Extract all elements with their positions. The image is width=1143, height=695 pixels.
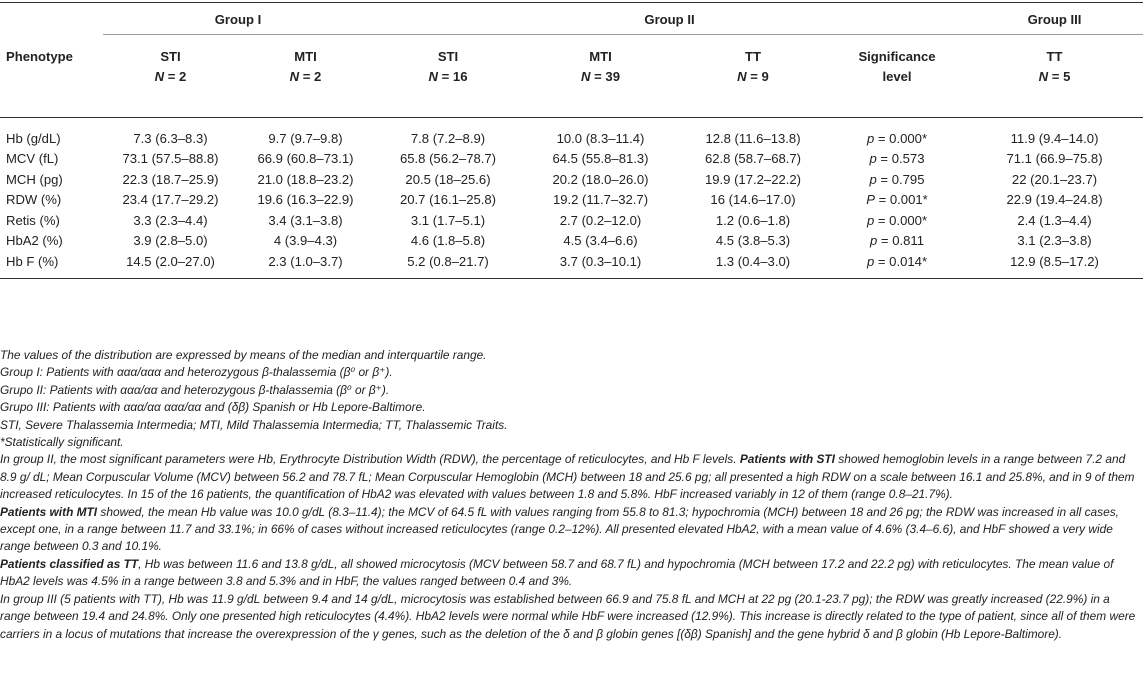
significance-cell: p = 0.000*: [866, 130, 928, 146]
table-row: [0, 231, 1143, 252]
significance-cell: p = 0.573: [869, 151, 925, 167]
group-header-row: [0, 4, 1143, 35]
value-cell: 4.6 (1.8–5.8): [410, 233, 486, 249]
value-cell: 66.9 (60.8–73.1): [257, 151, 354, 167]
row-phenotype-cell: RDW (%): [6, 192, 62, 208]
value-cell: 4.5 (3.4–6.6): [563, 233, 638, 249]
footnote: Group I: Patients with ααα/ααα and heterozygous β-thalassemia (β⁰ or β⁺).: [0, 365, 393, 380]
footnote: STI, Severe Thalassemia Intermedia; MTI, Mild Thalassemia Intermedia; TT, Thalassemic Traits.: [0, 417, 508, 432]
value-cell: 2.4 (1.3–4.4): [1017, 212, 1092, 228]
col-header-g1-sti: STI N = 2: [103, 35, 238, 118]
value-cell: 11.9 (9.4–14.0): [1010, 130, 1099, 146]
value-cell: 19.9 (17.2–22.2): [704, 171, 802, 187]
value-cell: 65.8 (56.2–78.7): [399, 151, 497, 167]
value-cell: 4 (3.9–4.3): [273, 233, 338, 249]
value-cell: 19.6 (16.3–22.9): [257, 192, 354, 208]
column-header-row: [0, 35, 1143, 118]
value-cell: 4.5 (3.8–5.3): [715, 233, 791, 249]
value-cell: 3.9 (2.8–5.0): [133, 233, 208, 249]
table-row: [0, 251, 1143, 278]
value-cell: 10.0 (8.3–11.4): [556, 130, 645, 146]
significance-cell: p = 0.014*: [828, 251, 966, 278]
significance-cell: p = 0.000*: [866, 212, 928, 228]
value-cell: 62.8 (58.7–68.7): [704, 151, 802, 167]
col-header-g2-mti: MTI N = 39: [523, 35, 678, 118]
value-cell: 7.8 (7.2–8.9): [410, 130, 486, 146]
value-cell: 16 (14.6–17.0): [710, 192, 796, 208]
value-cell: 12.8 (11.6–13.8): [705, 130, 801, 146]
paragraph-group-iii: In group III (5 patients with TT), Hb was 11.9 g/dL between 9.4 and 14 g/dL, microcytosis was established between 66.9 and 75.8 fL and MCH at 22 pg (20.1-23.7 pg); the RDW was greatly increased (22.9%) in a range between 19.4 and 24.8%. Only one presented high reticulocytes (4.4%). HbA2 levels were normal while HbF were increased (12.9%). This increase is directly related to the type of patient, since all of them were carriers in a locus of mutations that increase the overexpression of the γ genes, such as the deletion of the δ and β globin genes [(δβ) Spanish] and the gene hybrid δ and β globin (Hb Lepore-Baltimore).: [0, 591, 1136, 641]
value-cell: 22.9 (19.4–24.8): [1006, 192, 1103, 208]
value-cell: 19.2 (11.7–32.7): [552, 192, 649, 208]
value-cell: 21.0 (18.8–23.2): [257, 171, 354, 187]
value-cell: 3.4 (3.1–3.8): [268, 212, 343, 228]
value-cell: 7.3 (6.3–8.3): [133, 130, 208, 146]
value-cell: 5.2 (0.8–21.7): [373, 251, 523, 278]
value-cell: 14.5 (2.0–27.0): [103, 251, 238, 278]
value-cell: 23.4 (17.7–29.2): [122, 192, 219, 208]
col-header-g3-tt: TT N = 5: [966, 35, 1143, 118]
group-iii-header: Group III: [966, 4, 1143, 35]
table-row: [0, 149, 1143, 170]
table-row: [0, 169, 1143, 190]
row-phenotype-cell: Retis (%): [6, 212, 60, 228]
col-header-significance: Significance level: [828, 35, 966, 118]
table-row: [0, 210, 1143, 231]
significance-cell: p = 0.811: [870, 233, 925, 249]
footnote: *Statistically significant.: [0, 435, 124, 450]
value-cell: 2.3 (1.0–3.7): [238, 251, 373, 278]
row-phenotype-cell: Hb F (%): [0, 251, 103, 278]
value-cell: 20.5 (18–25.6): [405, 171, 491, 187]
value-cell: 20.2 (18.0–26.0): [552, 171, 649, 187]
value-cell: 3.7 (0.3–10.1): [523, 251, 678, 278]
top-rule: [0, 2, 1143, 3]
results-table: [0, 4, 1143, 279]
group-i-header: Group I: [103, 4, 373, 35]
value-cell: 64.5 (55.8–81.3): [552, 151, 649, 167]
paragraph-group-ii-mti: Patients with MTI showed, the mean Hb value was 10.0 g/dL (8.3–11.4); the MCV of 64.5 fL with values ranging from 55.8 to 81.3; hypochromia (MCH) between 18 and 26 pg; the RDW was increased in all cases, except one, in a range between 11.7 and 33.1%; in 66% of cases without increased reticulocytes (range 0.2–12%). All presented elevated HbA2, with a mean value of 4.6% (3.4–6.6), and HbF showed a very wide range between 0.3 and 10.1%.: [0, 504, 1119, 554]
row-phenotype-cell: MCV (fL): [6, 151, 59, 167]
value-cell: 20.7 (16.1–25.8): [399, 192, 497, 208]
significance-cell: P = 0.001*: [866, 192, 928, 208]
group-ii-header: Group II: [373, 4, 966, 35]
paragraph-group-ii-sti: In group II, the most significant parameters were Hb, Erythrocyte Distribution Width (RDW), the percentage of reticulocytes, and Hb F levels. Patients with STI showed hemoglobin levels in a range between 7.2 and 8.9 g/ dL; Mean Corpuscular Volume (MCV) between 56.2 and 78.7 fL; Mean Corpuscular Hemoglobin (MCH) between 18 and 25.6 pg; all presented a high RDW on a scale between 16.1 and 25.8%, and in 9 of them increased reticulocytes. In 15 of the 16 patients, the quantification of HbA2 was elevated with values between 1.8 and 5.8%. HbF increased variably in 12 of them (range 0.8–21.7%).: [0, 452, 1135, 502]
table-row: [0, 190, 1143, 211]
table-footnotes: [0, 347, 1140, 643]
col-header-g2-sti: STI N = 16: [373, 35, 523, 118]
significance-cell: p = 0.795: [869, 171, 925, 187]
value-cell: 22 (20.1–23.7): [1011, 171, 1098, 187]
col-header-g1-mti: MTI N = 2: [238, 35, 373, 118]
value-cell: 71.1 (66.9–75.8): [1006, 151, 1103, 167]
value-cell: 3.1 (1.7–5.1): [410, 212, 486, 228]
col-header-phenotype: Phenotype: [0, 35, 103, 118]
row-phenotype-cell: MCH (pg): [6, 171, 63, 187]
value-cell: 12.9 (8.5–17.2): [966, 251, 1143, 278]
footnote: The values of the distribution are expressed by means of the median and interquartile range.: [0, 348, 487, 362]
value-cell: 9.7 (9.7–9.8): [268, 130, 343, 146]
footnote: Grupo II: Patients with ααα/αα and heterozygous β-thalassemia (β⁰ or β⁺).: [0, 382, 390, 397]
footnote: Grupo III: Patients with ααα/αα ααα/αα and (δβ) Spanish or Hb Lepore-Baltimore.: [0, 400, 426, 415]
paragraph-group-ii-tt: Patients classified as TT, Hb was between 11.6 and 13.8 g/dL, all showed microcytosis (MCV between 58.7 and 68.7 fL) and hypochromia (MCH between 17.2 and 22.2 pg) with reticulocytes. The mean value of HbA2 levels was 4.5% in a range between 3.8 and 5.3% and in HbF, the values ranged between 0.4 and 3%.: [0, 556, 1114, 589]
value-cell: 22.3 (18.7–25.9): [122, 171, 219, 187]
row-phenotype-cell: HbA2 (%): [6, 233, 63, 249]
value-cell: 73.1 (57.5–88.8): [122, 151, 219, 167]
col-header-g2-tt: TT N = 9: [678, 35, 828, 118]
value-cell: 2.7 (0.2–12.0): [559, 212, 642, 228]
table-row: [0, 118, 1143, 149]
value-cell: 3.1 (2.3–3.8): [1017, 233, 1092, 249]
value-cell: 3.3 (2.3–4.4): [133, 212, 208, 228]
value-cell: 1.2 (0.6–1.8): [715, 212, 791, 228]
value-cell: 1.3 (0.4–3.0): [678, 251, 828, 278]
row-phenotype-cell: Hb (g/dL): [6, 130, 61, 146]
